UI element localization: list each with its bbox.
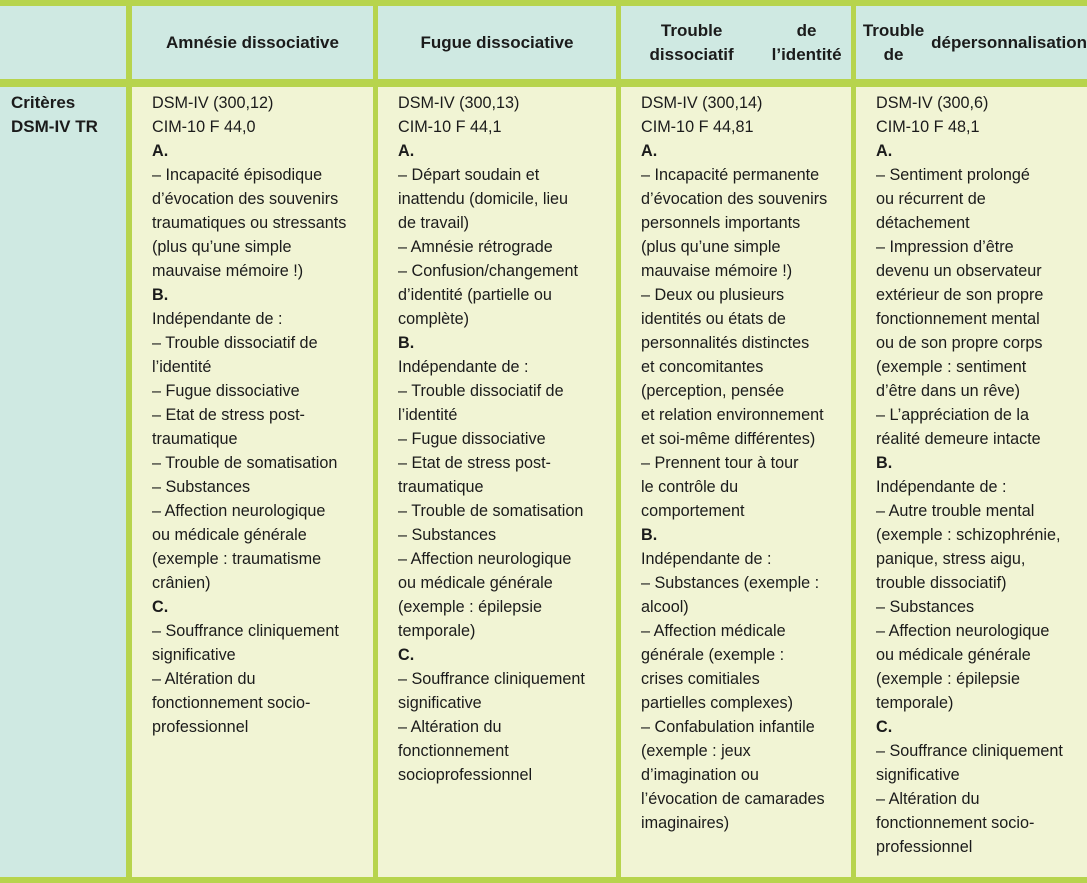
criteria-line: CIM-10 F 44,1 <box>398 118 502 136</box>
corner-cell <box>0 6 126 79</box>
criteria-line: – Affection neurologique <box>398 550 572 568</box>
criteria-line: – Etat de stress post- <box>398 454 551 472</box>
criteria-line: panique, stress aigu, <box>876 550 1026 568</box>
criteria-line: comportement <box>641 502 745 520</box>
criteria-line: – Altération du <box>876 790 980 808</box>
row-label-cell <box>0 87 126 877</box>
header-fugue <box>378 6 616 79</box>
criteria-line: détachement <box>876 214 970 232</box>
criteria-line: fonctionnement socio- <box>152 694 311 712</box>
criteria-line: – Etat de stress post- <box>152 406 305 424</box>
criteria-section-letter: B. <box>152 286 169 304</box>
header-line: Trouble de <box>862 20 925 64</box>
criteria-line: personnalités distinctes <box>641 334 810 352</box>
header-trouble-identite <box>621 6 851 79</box>
criteria-section-letter: C. <box>152 598 169 616</box>
criteria-line: partielles complexes) <box>641 694 794 712</box>
criteria-line: ou médicale générale <box>398 574 553 592</box>
criteria-line: CIM-10 F 44,0 <box>152 118 256 136</box>
criteria-line: CIM-10 F 44,81 <box>641 118 754 136</box>
criteria-line: et relation environnement <box>641 406 824 424</box>
criteria-line: complète) <box>398 310 470 328</box>
criteria-line: traumatiques ou stressants <box>152 214 347 232</box>
criteria-line: fonctionnement <box>398 742 509 760</box>
header-line: Amnésie dissociative <box>166 32 339 52</box>
criteria-line: et soi-même différentes) <box>641 430 816 448</box>
criteria-line: – Autre trouble mental <box>876 502 1035 520</box>
header-depersonnalisation <box>856 6 1087 79</box>
criteria-line: d’imagination ou <box>641 766 759 784</box>
criteria-line: Indépendante de : <box>152 310 283 328</box>
criteria-line: extérieur de son propre <box>876 286 1044 304</box>
criteria-line: DSM-IV (300,12) <box>152 94 274 112</box>
header-line: de l’identité <box>771 20 842 64</box>
criteria-line: – Confusion/changement <box>398 262 578 280</box>
criteria-line: – Altération du <box>152 670 256 688</box>
criteria-line: significative <box>152 646 236 664</box>
criteria-line: – Amnésie rétrograde <box>398 238 553 256</box>
criteria-line: (exemple : traumatisme <box>152 550 322 568</box>
criteria-line: (exemple : épilepsie <box>876 670 1020 688</box>
criteria-section-letter: B. <box>641 526 658 544</box>
criteria-line: – Substances <box>152 478 251 496</box>
criteria-line: (plus qu’une simple <box>641 238 781 256</box>
header-amnesie <box>132 6 373 79</box>
criteria-line: – Trouble de somatisation <box>152 454 338 472</box>
criteria-line: crânien) <box>152 574 211 592</box>
criteria-line: l’identité <box>152 358 212 376</box>
criteria-line: professionnel <box>876 838 973 856</box>
criteria-line: le contrôle du <box>641 478 739 496</box>
criteria-line: générale (exemple : <box>641 646 785 664</box>
criteria-line: – Substances <box>398 526 497 544</box>
criteria-line: (perception, pensée <box>641 382 785 400</box>
criteria-line: CIM-10 F 48,1 <box>876 118 980 136</box>
criteria-line: Indépendante de : <box>876 478 1007 496</box>
criteria-line: – Incapacité épisodique <box>152 166 323 184</box>
criteria-line: réalité demeure intacte <box>876 430 1041 448</box>
criteria-line: imaginaires) <box>641 814 730 832</box>
criteria-line: (plus qu’une simple <box>152 238 292 256</box>
criteria-line: – Confabulation infantile <box>641 718 815 736</box>
criteria-line: – Fugue dissociative <box>152 382 300 400</box>
criteria-line: d’évocation des souvenirs <box>641 190 828 208</box>
criteria-line: (exemple : épilepsie <box>398 598 542 616</box>
criteria-line: trouble dissociatif) <box>876 574 1007 592</box>
criteria-line: devenu un observateur <box>876 262 1042 280</box>
criteria-line: de travail) <box>398 214 470 232</box>
criteria-section-letter: B. <box>398 334 415 352</box>
criteria-section-letter: A. <box>152 142 169 160</box>
criteria-line: – Départ soudain et <box>398 166 540 184</box>
criteria-line: identités ou états de <box>641 310 786 328</box>
criteria-line: – Substances <box>876 598 975 616</box>
criteria-line: – L’appréciation de la <box>876 406 1029 424</box>
criteria-line: professionnel <box>152 718 249 736</box>
criteria-line: fonctionnement mental <box>876 310 1040 328</box>
criteria-line: ou récurrent de <box>876 190 986 208</box>
criteria-line: l’identité <box>398 406 458 424</box>
header-line: Trouble dissociatif <box>649 20 734 64</box>
criteria-line: (exemple : jeux <box>641 742 751 760</box>
criteria-line: fonctionnement socio- <box>876 814 1035 832</box>
criteria-line: d’être dans un rêve) <box>876 382 1020 400</box>
criteria-line: alcool) <box>641 598 689 616</box>
criteria-section-letter: A. <box>876 142 893 160</box>
criteria-line: – Incapacité permanente <box>641 166 820 184</box>
row-label-line: DSM-IV TR <box>11 117 98 136</box>
criteria-section-letter: C. <box>398 646 415 664</box>
criteria-line: ou de son propre corps <box>876 334 1043 352</box>
header-line: dépersonnalisation <box>931 32 1087 52</box>
criteria-line: – Trouble dissociatif de <box>398 382 564 400</box>
criteria-line: significative <box>398 694 482 712</box>
criteria-line: – Sentiment prolongé <box>876 166 1030 184</box>
criteria-line: socioprofessionnel <box>398 766 533 784</box>
criteria-line: DSM-IV (300,13) <box>398 94 520 112</box>
criteria-line: traumatique <box>152 430 238 448</box>
criteria-line: – Affection neurologique <box>876 622 1050 640</box>
criteria-line: personnels importants <box>641 214 801 232</box>
criteria-cell-trouble-identite <box>621 87 851 877</box>
criteria-line: ou médicale générale <box>152 526 307 544</box>
criteria-line: Indépendante de : <box>398 358 529 376</box>
criteria-line: – Prennent tour à tour <box>641 454 799 472</box>
row-label-line: Critères <box>11 93 76 112</box>
criteria-line: – Trouble dissociatif de <box>152 334 318 352</box>
criteria-cell-fugue <box>378 87 616 877</box>
criteria-line: significative <box>876 766 960 784</box>
criteria-line: – Souffrance cliniquement <box>876 742 1063 760</box>
criteria-line: l’évocation de camarades <box>641 790 825 808</box>
criteria-line: inattendu (domicile, lieu <box>398 190 569 208</box>
criteria-line: – Altération du <box>398 718 502 736</box>
criteria-section-letter: B. <box>876 454 893 472</box>
criteria-line: – Deux ou plusieurs <box>641 286 785 304</box>
criteria-section-letter: C. <box>876 718 893 736</box>
criteria-line: (exemple : sentiment <box>876 358 1027 376</box>
criteria-line: ou médicale générale <box>876 646 1031 664</box>
criteria-line: – Trouble de somatisation <box>398 502 584 520</box>
criteria-line: – Souffrance cliniquement <box>398 670 585 688</box>
criteria-line: – Souffrance cliniquement <box>152 622 339 640</box>
criteria-section-letter: A. <box>398 142 415 160</box>
criteria-line: mauvaise mémoire !) <box>152 262 304 280</box>
criteria-line: temporale) <box>876 694 954 712</box>
criteria-section-letter: A. <box>641 142 658 160</box>
criteria-line: DSM-IV (300,6) <box>876 94 989 112</box>
criteria-line: d’évocation des souvenirs <box>152 190 339 208</box>
criteria-line: et concomitantes <box>641 358 764 376</box>
criteria-cell-amnesie <box>132 87 373 877</box>
criteria-line: traumatique <box>398 478 484 496</box>
criteria-line: – Affection neurologique <box>152 502 326 520</box>
criteria-line: Indépendante de : <box>641 550 772 568</box>
criteria-line: (exemple : schizophrénie, <box>876 526 1061 544</box>
criteria-line: crises comitiales <box>641 670 760 688</box>
criteria-line: – Impression d’être <box>876 238 1014 256</box>
criteria-line: mauvaise mémoire !) <box>641 262 793 280</box>
criteria-line: – Affection médicale <box>641 622 786 640</box>
criteria-line: – Fugue dissociative <box>398 430 546 448</box>
criteria-cell-depersonnalisation <box>856 87 1087 877</box>
header-line: Fugue dissociative <box>420 32 574 52</box>
criteria-line: temporale) <box>398 622 476 640</box>
criteria-line: – Substances (exemple : <box>641 574 820 592</box>
criteria-line: DSM-IV (300,14) <box>641 94 763 112</box>
criteria-line: d’identité (partielle ou <box>398 286 552 304</box>
